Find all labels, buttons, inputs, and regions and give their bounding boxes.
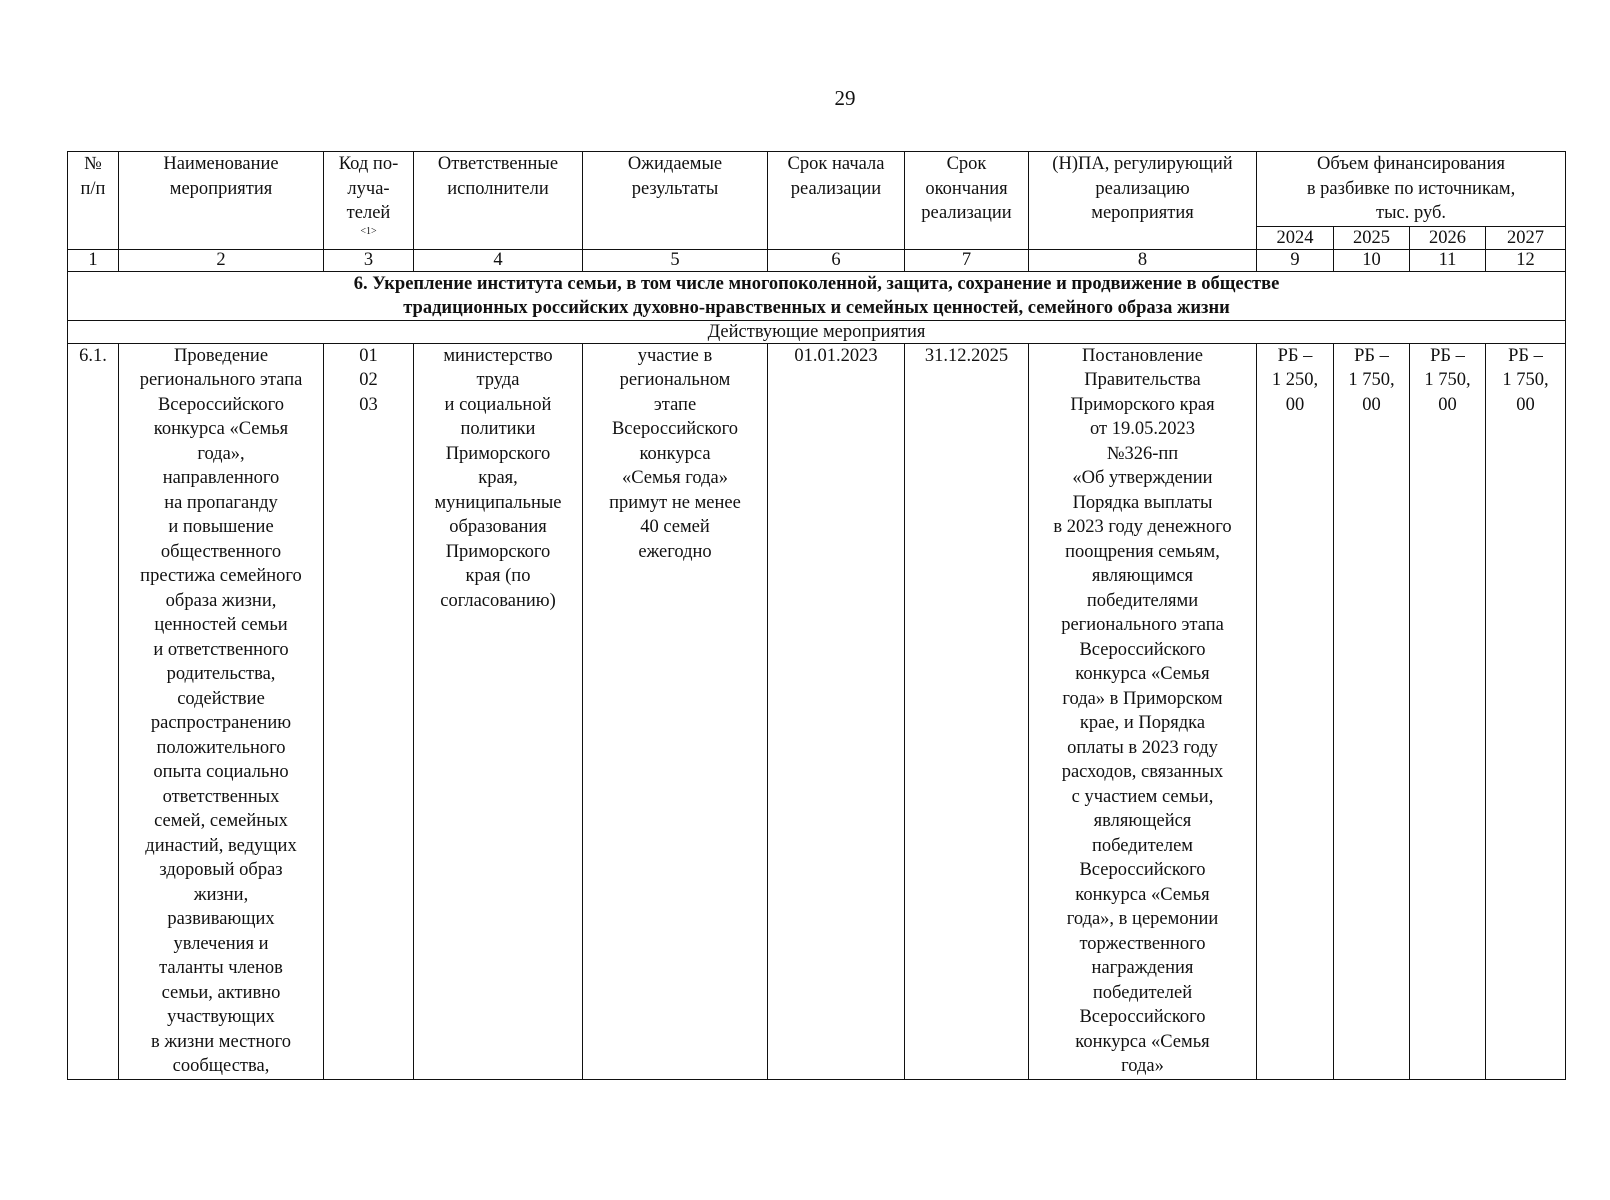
header-results: Ожидаемые результаты [583,152,768,250]
text-line: от 19.05.2023 [1090,419,1195,439]
text-line: участие в [637,345,713,366]
text-line: Всероссийского [157,394,285,415]
year-2024: 2024 [1257,226,1334,249]
text-line: конкурса [639,443,711,464]
funding-2026 [1410,343,1486,1079]
text-line: РБ – [1508,345,1543,366]
text-line: направленного [162,468,280,488]
text-line: ответственных [162,786,280,807]
text-line: крае, и Порядка [1079,713,1206,733]
text-line: с участием семьи, [1071,786,1214,807]
text-line: родительства, [166,664,276,684]
measures-table [67,151,1566,1080]
text-line: года» [1121,1056,1164,1076]
text-line: региональном [619,370,731,390]
header-end: Срок окончания реализации [905,152,1029,250]
text-line: Приморского [445,541,551,562]
header-row [68,152,1566,227]
expected-results [583,343,768,1079]
header-code: Код по- луча- телей <1> [324,152,414,250]
text-line: 01 [359,345,378,366]
funding-2025 [1334,343,1410,1079]
text-line: года», в церемонии [1066,909,1219,929]
column-numbers-row [68,249,1566,271]
text-line: 1 750, [1502,370,1549,390]
text-line: 00 [1516,394,1535,415]
header-num: № п/п [68,152,119,250]
text-line: регионального этапа [139,370,303,390]
text-line: 00 [1362,394,1381,415]
column-number: 8 [1029,249,1257,271]
recipient-codes [324,343,414,1079]
text-line: Приморского края [1070,394,1215,415]
header-executors: Ответственные исполнители [414,152,583,250]
text-line: года», [197,443,245,464]
text-line: семей, семейных [154,811,288,831]
text-line: 1 250, [1271,370,1319,390]
text-line: Проведение [173,345,269,366]
text-line: РБ – [1430,345,1465,366]
text-line: положительного [156,737,286,758]
text-line: края (по [465,566,531,586]
row-number: 6.1. [68,343,119,1079]
text-line: в 2023 году денежного [1053,517,1232,537]
text-line: расходов, связанных [1061,762,1224,782]
column-number: 12 [1486,249,1566,271]
text-line: 00 [1285,394,1305,415]
column-number: 3 [324,249,414,271]
subsection-title: Действующие мероприятия [68,320,1566,343]
text-line: «Семья года» [621,468,729,488]
section-row [68,271,1566,320]
text-line: сообщества, [172,1056,270,1076]
text-line: этапе [653,394,697,415]
text-line: поощрения семьям, [1065,541,1220,562]
text-line: оплаты в 2023 году [1067,737,1218,758]
column-number: 1 [68,249,119,271]
text-line: Всероссийского [1079,860,1206,880]
subsection-row [68,320,1566,343]
footnote-marker: <1> [360,225,377,237]
column-number: 7 [905,249,1029,271]
text-line: конкурса «Семья [1075,884,1210,905]
text-line: таланты членов [159,958,283,978]
text-line: РБ – [1277,345,1313,366]
text-line: здоровый образ [159,860,283,880]
header-start: Срок начала реализации [768,152,905,250]
funding-2027 [1486,343,1566,1079]
text-line: Правительства [1084,370,1201,390]
text-line: Порядка выплаты [1072,492,1213,513]
page-number: 29 [834,86,856,110]
regulating-act [1029,343,1257,1079]
text-line: труда [476,370,520,390]
text-line: участвующих [167,1007,275,1027]
text-line: победителем [1091,835,1194,856]
table-row [68,343,1566,1079]
text-line: образования [449,517,547,537]
text-line: династий, ведущих [145,835,297,856]
text-line: в жизни местного [151,1031,291,1052]
text-line: Всероссийского [611,419,739,439]
header-name: Наименование мероприятия [119,152,324,250]
text-line: 1 750, [1348,370,1395,390]
end-date: 31.12.2025 [905,343,1029,1079]
text-line: регионального этапа [1061,615,1224,635]
text-line: согласованию) [440,590,556,611]
header-funding: Объем финансирования в разбивке по источникам, тыс. руб. [1257,152,1566,227]
text-line: и ответственного [153,639,289,660]
funding-2024 [1257,343,1334,1079]
text-line: Постановление [1082,345,1203,366]
column-number: 5 [583,249,768,271]
text-line: конкурса «Семья [1075,664,1210,684]
text-line: и повышение [168,517,274,537]
text-line: увлечения и [173,933,269,954]
text-line: торжественного [1079,933,1206,954]
text-line: РБ – [1354,345,1389,366]
responsible-executors [414,343,583,1079]
text-line: 02 [359,370,378,390]
text-line: Всероссийского [1079,639,1206,660]
column-number: 2 [119,249,324,271]
text-line: развивающих [167,909,275,929]
text-line: политики [460,419,536,439]
text-line: министерство [443,345,553,366]
text-line: Всероссийского [1079,1007,1206,1027]
text-line: 40 семей [640,517,710,537]
text-line: года» в Приморском [1062,688,1223,709]
year-2026: 2026 [1410,226,1486,249]
text-line: №326-пп [1106,443,1179,464]
text-line: являющимся [1091,566,1194,586]
text-line: примут не менее [609,492,741,513]
text-line: муниципальные [434,492,562,513]
text-line: ценностей семьи [154,615,288,635]
text-line: 03 [359,394,378,415]
text-line: семьи, активно [161,982,281,1003]
text-line: 00 [1438,394,1457,415]
column-number: 9 [1257,249,1334,271]
column-number: 6 [768,249,905,271]
column-number: 4 [414,249,583,271]
text-line: 1 750, [1424,370,1471,390]
text-line: содействие [177,688,265,709]
text-line: победителями [1086,590,1199,611]
text-line: конкурса «Семья [1075,1031,1210,1052]
text-line: Приморского [445,443,551,464]
text-line: и социальной [444,394,552,415]
year-2027: 2027 [1486,226,1566,249]
text-line: «Об утверждении [1072,468,1213,488]
year-2025: 2025 [1334,226,1410,249]
start-date: 01.01.2023 [768,343,905,1079]
section-title: 6. Укрепление института семьи, в том числе многопоколенной, защита, сохранение и продвижение в обществе традиционных российских духовно-нравственных и семейных ценностей, семейного образа жизни [68,271,1566,320]
text-line: распространению [150,713,292,733]
text-line: награждения [1091,958,1194,978]
text-line: на пропаганду [164,492,278,513]
measure-name [119,343,324,1079]
column-number: 10 [1334,249,1410,271]
text-line: общественного [160,541,282,562]
text-line: опыта социально [153,762,289,782]
column-number: 11 [1410,249,1486,271]
text-line: ежегодно [638,541,712,562]
text-line: победителей [1092,982,1193,1003]
text-line: престижа семейного [140,566,302,586]
text-line: жизни, [193,884,249,905]
header-npa: (Н)ПА, регулирующий реализацию мероприятия [1029,152,1257,250]
text-line: образа жизни, [165,590,277,611]
text-line: конкурса «Семья [153,419,289,439]
text-line: являющейся [1093,811,1192,831]
text-line: края, [478,468,518,488]
